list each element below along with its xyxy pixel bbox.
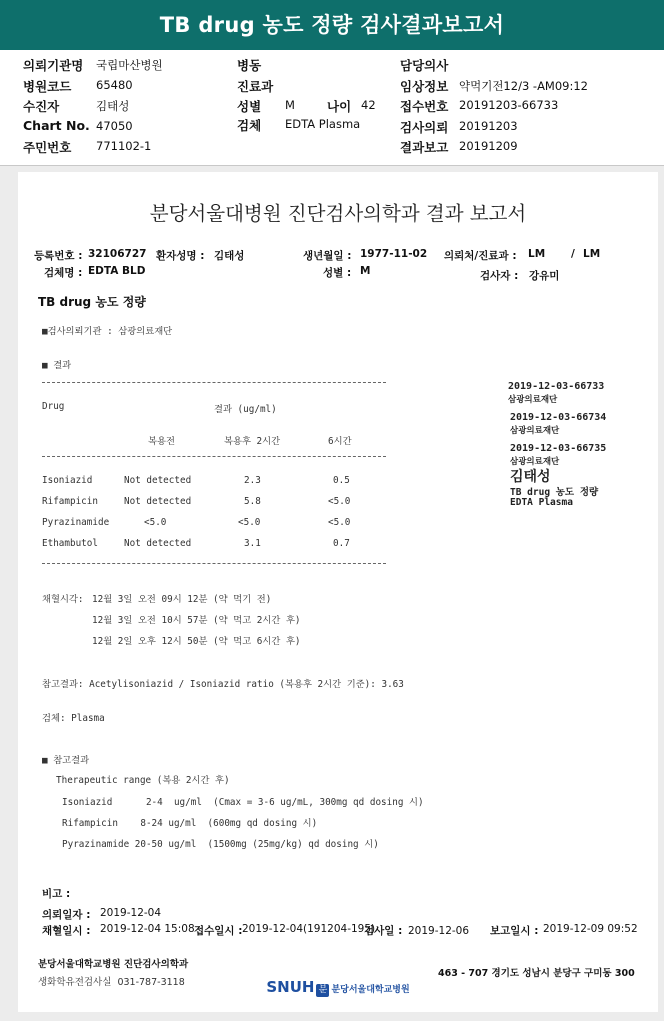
report-title-bar bbox=[0, 0, 664, 50]
label-result-report: 결과보고 bbox=[400, 140, 449, 155]
value-specimen-name: EDTA BLD bbox=[88, 265, 146, 277]
label-sex: 성별 bbox=[237, 99, 262, 114]
table-row-2h: 2.3 bbox=[244, 475, 261, 486]
label-test-date: 검사일 : bbox=[364, 925, 403, 937]
value-hospital-code: 65480 bbox=[96, 78, 133, 92]
value-patient-name: 김태성 bbox=[214, 250, 245, 262]
value-accession-no: 20191203-66733 bbox=[459, 98, 559, 112]
label-receive-time: 접수일시 : bbox=[194, 925, 243, 937]
table-row-before: Not detected bbox=[124, 538, 192, 549]
table-row-before: Not detected bbox=[124, 475, 192, 486]
table-row-drug: Ethambutol bbox=[42, 538, 98, 549]
table-row-6h: <5.0 bbox=[328, 517, 351, 528]
table-row-6h: <5.0 bbox=[328, 496, 351, 507]
collection-time-line: 12월 2일 오후 12시 50분 (약 먹고 6시간 후) bbox=[92, 636, 301, 647]
collection-time-label: 채혈시각: bbox=[42, 594, 84, 605]
value-birth-date: 1977-11-02 bbox=[360, 248, 428, 260]
footer-address: 463 - 707 경기도 성남시 분당구 구미동 300 bbox=[438, 968, 635, 979]
value-resident-no: 771102-1 bbox=[96, 139, 152, 153]
label-patient-name: 환자성명 : bbox=[156, 250, 205, 262]
table-bottom-divider bbox=[42, 563, 386, 564]
table-header-divider bbox=[42, 456, 386, 457]
label-accession-no: 접수번호 bbox=[400, 99, 449, 114]
value-chart-no: 47050 bbox=[96, 119, 133, 133]
value-blood-draw: 2019-12-04 15:08 bbox=[100, 923, 195, 935]
table-row-2h: 5.8 bbox=[244, 496, 261, 507]
therapeutic-range-line: Pyrazinamide 20-50 ug/ml (1500mg (25mg/kg) qd dosing 시) bbox=[62, 839, 379, 850]
label-hospital-code: 병원코드 bbox=[23, 79, 72, 94]
collection-time-line: 12월 3일 오전 09시 12분 (약 먹기 전) bbox=[92, 594, 272, 605]
label-age: 나이 bbox=[327, 99, 352, 114]
stamp-org: 삼광의료재단 bbox=[510, 457, 560, 467]
label-department: 진료과 bbox=[237, 79, 274, 94]
lab-report-document bbox=[18, 172, 658, 1012]
value-tester: 강유미 bbox=[529, 270, 560, 282]
table-drug-header: Drug bbox=[42, 401, 65, 412]
label-registration-no: 등록번호 : bbox=[34, 250, 83, 262]
label-request-date: 의뢰일자 : bbox=[42, 909, 91, 921]
subheader-6h: 6시간 bbox=[328, 436, 352, 447]
value-department: LM bbox=[583, 248, 601, 260]
value-age: 42 bbox=[361, 98, 376, 112]
value-test-date: 2019-12-06 bbox=[408, 925, 470, 937]
stamp-specimen: EDTA Plasma bbox=[510, 497, 573, 508]
report-title: TB drug 농도 정량 검사결과보고서 bbox=[159, 13, 505, 37]
label-birth-date: 생년월일 : bbox=[303, 250, 352, 262]
table-result-header: 결과 (ug/ml) bbox=[214, 404, 277, 415]
label-requesting-org: 의뢰기관명 bbox=[23, 58, 84, 73]
value-doc-sex: M bbox=[360, 265, 371, 277]
table-row-2h: 3.1 bbox=[244, 538, 261, 549]
value-sex: M bbox=[285, 98, 295, 112]
value-registration-no: 32106727 bbox=[88, 248, 147, 260]
department-separator: / bbox=[571, 248, 575, 260]
reference-section-header: ■ 참고결과 bbox=[42, 755, 90, 766]
specimen-note: 검체: Plasma bbox=[42, 713, 105, 724]
label-patient: 수진자 bbox=[23, 99, 60, 114]
stamp-accession-id: 2019-12-03-66733 bbox=[508, 381, 605, 392]
test-title: TB drug 농도 정량 bbox=[38, 295, 146, 309]
footer-department: 분당서울대학교병원 진단검사의학과 bbox=[38, 959, 189, 970]
table-row-drug: Pyrazinamide bbox=[42, 517, 110, 528]
label-doctor: 담당의사 bbox=[400, 58, 449, 73]
remark-label: 비고 : bbox=[42, 888, 71, 900]
therapeutic-range-title: Therapeutic range (복용 2시간 후) bbox=[56, 775, 230, 786]
value-specimen: EDTA Plasma bbox=[285, 117, 361, 131]
stamp-org: 삼광의료재단 bbox=[510, 426, 560, 436]
testing-agency: ■검사의뢰기관 : 삼광의료재단 bbox=[42, 326, 173, 337]
logo-mark-icon: 분 bbox=[316, 984, 329, 997]
subheader-before-dose: 복용전 bbox=[148, 436, 175, 447]
therapeutic-range-line: Isoniazid 2-4 ug/ml (Cmax = 3-6 ug/mL, 300mg qd dosing 시) bbox=[62, 797, 424, 808]
table-row-before: Not detected bbox=[124, 496, 192, 507]
label-doc-sex: 성별 : bbox=[323, 267, 352, 279]
table-row-6h: 0.5 bbox=[333, 475, 350, 486]
hospital-logo bbox=[246, 958, 410, 996]
logo-snuh-text: SNUH bbox=[266, 978, 315, 996]
label-specimen-name: 검체명 : bbox=[44, 267, 83, 279]
label-resident-no: 주민번호 bbox=[23, 140, 72, 155]
label-tester: 검사자 : bbox=[480, 270, 519, 282]
value-result-report: 20191209 bbox=[459, 139, 518, 153]
label-referral-department: 의뢰처/진료과 : bbox=[444, 250, 517, 262]
value-clinical-info: 약먹기전12/3 -AM09:12 bbox=[459, 79, 588, 93]
value-test-request: 20191203 bbox=[459, 119, 518, 133]
stamp-accession-id: 2019-12-03-66734 bbox=[510, 412, 607, 423]
value-receive-time: 2019-12-04(191204-195) bbox=[242, 923, 376, 935]
label-report-time: 보고일시 : bbox=[490, 925, 539, 937]
collection-time-line: 12월 3일 오전 10시 57분 (약 먹고 2시간 후) bbox=[92, 615, 301, 626]
reference-ratio: 참고결과: Acetylisoniazid / Isoniazid ratio (복용후 2시간 기준): 3.63 bbox=[42, 679, 404, 690]
value-patient: 김태성 bbox=[96, 99, 130, 113]
table-top-divider bbox=[42, 382, 386, 383]
table-row-before: <5.0 bbox=[144, 517, 167, 528]
table-row-drug: Isoniazid bbox=[42, 475, 93, 486]
table-row-2h: <5.0 bbox=[238, 517, 261, 528]
value-requesting-org: 국립마산병원 bbox=[96, 58, 163, 72]
stamp-org: 삼광의료재단 bbox=[508, 395, 558, 405]
footer-lab-phone: 생화학유전검사실 031-787-3118 bbox=[38, 977, 185, 988]
value-referral-department: LM bbox=[528, 248, 546, 260]
label-chart-no: Chart No. bbox=[23, 118, 90, 133]
header-info-panel bbox=[0, 50, 664, 166]
label-blood-draw: 채혈일시 : bbox=[42, 925, 91, 937]
value-report-time: 2019-12-09 09:52 bbox=[543, 923, 638, 935]
therapeutic-range-line: Rifampicin 8-24 ug/ml (600mg qd dosing 시) bbox=[62, 818, 318, 829]
stamp-test-name: TB drug 농도 정량 bbox=[510, 487, 599, 498]
value-request-date: 2019-12-04 bbox=[100, 907, 162, 919]
subheader-2h-after: 복용후 2시간 bbox=[224, 436, 281, 447]
table-row-6h: 0.7 bbox=[333, 538, 350, 549]
table-row-drug: Rifampicin bbox=[42, 496, 98, 507]
document-title: 분당서울대병원 진단검사의학과 결과 보고서 bbox=[149, 202, 527, 225]
stamp-accession-id: 2019-12-03-66735 bbox=[510, 443, 607, 454]
label-ward: 병동 bbox=[237, 58, 262, 73]
label-specimen: 검체 bbox=[237, 118, 262, 133]
result-section-header: ■ 결과 bbox=[42, 360, 72, 371]
label-test-request: 검사의뢰 bbox=[400, 120, 449, 135]
label-clinical-info: 임상정보 bbox=[400, 79, 449, 94]
logo-korean-name: 분당서울대학교병원 bbox=[331, 985, 410, 995]
stamp-patient-name: 김태성 bbox=[510, 469, 551, 485]
